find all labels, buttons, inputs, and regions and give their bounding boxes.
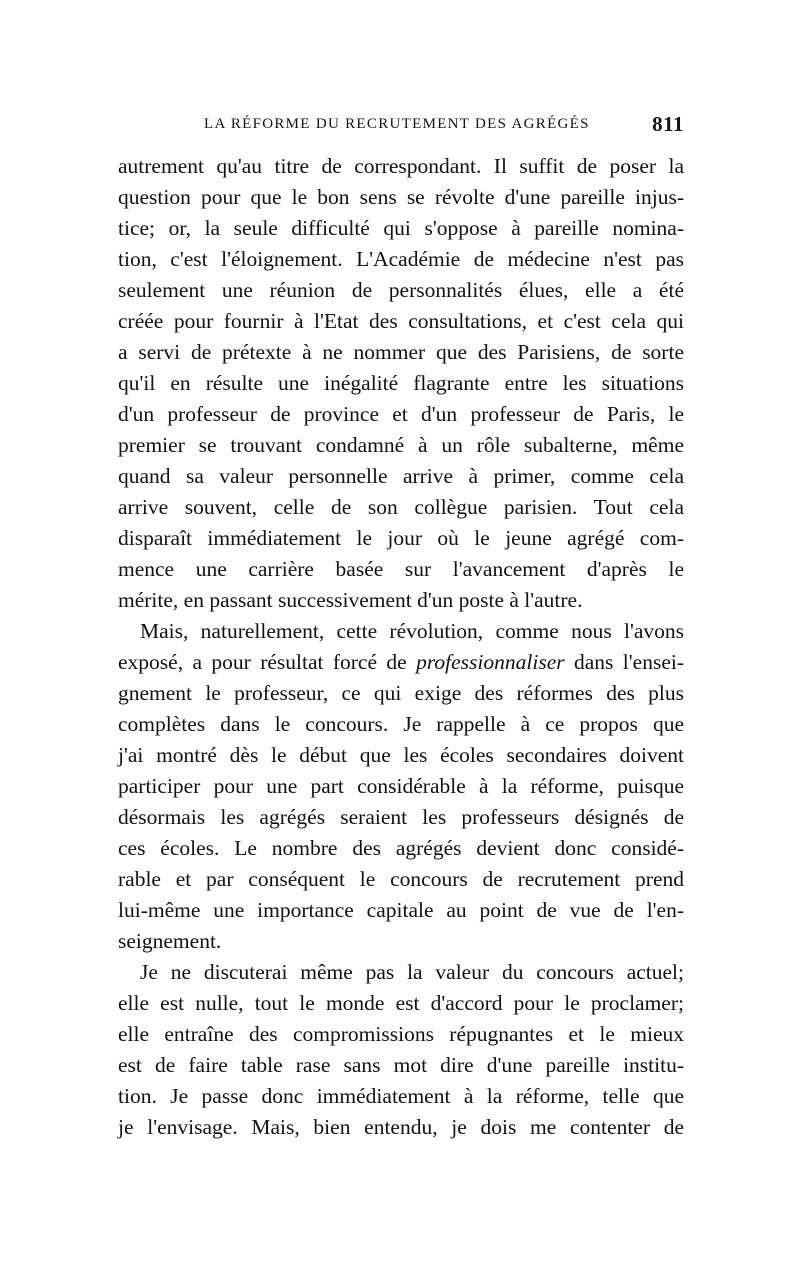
text-line: tion, c'est l'éloignement. L'Académie de médecine n'est pas [118,247,684,271]
text-line: est de faire table rase sans mot dire d'une pareille institu- [118,1053,684,1077]
text-line: lui-même une importance capitale au point de vue de l'en- [118,898,684,922]
text-line: autrement qu'au titre de correspondant. Il suffit de poser la [118,154,684,178]
text-line: question pour que le bon sens se révolte d'une pareille injus- [118,185,684,209]
text-fragment: exposé, a pour résultat forcé de [118,650,417,674]
paragraph-last-line: seignement. [118,929,222,953]
text-fragment: dans l'ensei- [564,650,684,674]
paragraph-first-line: Mais, naturellement, cette révolution, comme nous l'avons [140,619,684,643]
text-line: complètes dans le concours. Je rappelle à ce propos que [118,712,684,736]
running-title: LA RÉFORME DU RECRUTEMENT DES AGRÉGÉS [204,116,590,132]
text-line: rable et par conséquent le concours de recrutement prend [118,867,684,891]
running-head [118,112,684,142]
text-line: participer pour une part considérable à la réforme, puisque [118,774,684,798]
text-line: mence une carrière basée sur l'avancement d'après le [118,557,684,581]
text-line: tion. Je passe donc immédiatement à la réforme, telle que [118,1084,684,1108]
text-line: j'ai montré dès le début que les écoles secondaires doivent [118,743,684,767]
text-line: a servi de prétexte à ne nommer que des Parisiens, de sorte [118,340,684,364]
text-line: arrive souvent, celle de son collègue parisien. Tout cela [118,495,684,519]
text-line: elle est nulle, tout le monde est d'accord pour le proclamer; [118,991,684,1015]
text-line: désormais les agrégés seraient les professeurs désignés de [118,805,684,829]
text-line: elle entraîne des compromissions répugnantes et le mieux [118,1022,684,1046]
text-line: d'un professeur de province et d'un professeur de Paris, le [118,402,684,426]
text-line: seulement une réunion de personnalités élues, elle a été [118,278,684,302]
text-line: je l'envisage. Mais, bien entendu, je dois me contenter de [118,1115,684,1139]
text-line: qu'il en résulte une inégalité flagrante entre les situations [118,371,684,395]
emphasized-word: professionnaliser [416,650,565,674]
text-line: créée pour fournir à l'Etat des consultations, et c'est cela qui [118,309,684,333]
text-line: quand sa valeur personnelle arrive à primer, comme cela [118,464,684,488]
paragraph-first-line: Je ne discuterai même pas la valeur du concours actuel; [140,960,684,984]
body-text [118,151,684,1143]
text-line-with-emphasis [118,647,684,678]
page-number: 811 [652,112,684,136]
paragraph-last-line: mérite, en passant successivement d'un poste à l'autre. [118,588,583,612]
text-line: disparaît immédiatement le jour où le jeune agrégé com- [118,526,684,550]
text-line: gnement le professeur, ce qui exige des réformes des plus [118,681,684,705]
text-line: ces écoles. Le nombre des agrégés devient donc considé- [118,836,684,860]
text-line: tice; or, la seule difficulté qui s'oppose à pareille nomina- [118,216,684,240]
text-line: premier se trouvant condamné à un rôle subalterne, même [118,433,684,457]
